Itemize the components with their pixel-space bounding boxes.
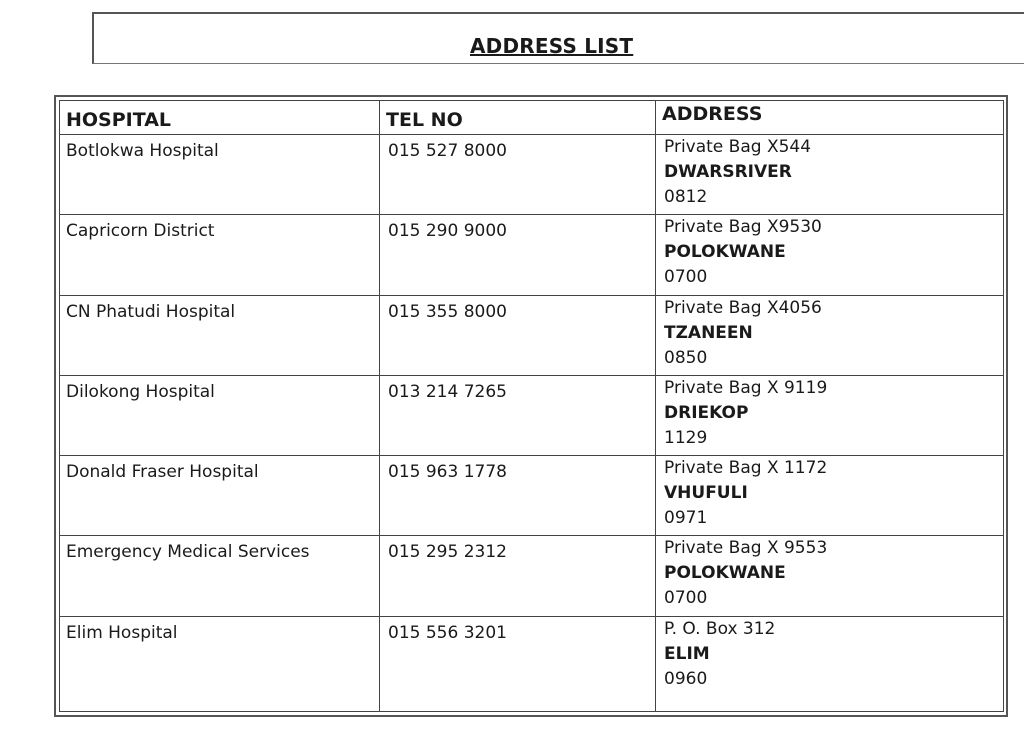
header-address: ADDRESS <box>656 101 1004 135</box>
address-cell <box>656 375 1004 455</box>
address-town: TZANEEN <box>664 322 753 343</box>
address-town: DRIEKOP <box>664 402 749 423</box>
hospital-name: Emergency Medical Services <box>60 536 380 616</box>
table-row <box>60 295 1004 375</box>
address-code: 0850 <box>664 347 708 368</box>
address-box: Private Bag X 1172 <box>664 458 828 478</box>
table-row <box>60 456 1004 536</box>
hospital-name: Capricorn District <box>60 215 380 295</box>
address-town: VHUFULI <box>664 483 748 503</box>
tel-number: 013 214 7265 <box>380 375 656 455</box>
address-box: Private Bag X9530 <box>664 217 822 238</box>
tel-number: 015 527 8000 <box>380 135 656 215</box>
address-town: ELIM <box>664 643 710 664</box>
address-box: Private Bag X544 <box>664 137 812 157</box>
address-code: 1129 <box>664 427 708 448</box>
address-cell <box>656 135 1004 215</box>
address-cell <box>656 215 1004 295</box>
address-code: 0971 <box>664 508 708 528</box>
address-table-frame <box>54 95 1008 717</box>
hospital-name: Elim Hospital <box>60 616 380 712</box>
address-box: Private Bag X4056 <box>664 297 822 318</box>
address-town: POLOKWANE <box>664 563 786 584</box>
table-header-row <box>60 101 1004 135</box>
address-cell <box>656 456 1004 536</box>
table-row <box>60 616 1004 712</box>
hospital-name: Botlokwa Hospital <box>60 135 380 215</box>
tel-number: 015 295 2312 <box>380 536 656 616</box>
table-row <box>60 375 1004 455</box>
address-cell <box>656 295 1004 375</box>
address-town: POLOKWANE <box>664 242 786 263</box>
tel-number: 015 556 3201 <box>380 616 656 712</box>
header-tel: TEL NO <box>380 101 656 135</box>
hospital-name: CN Phatudi Hospital <box>60 295 380 375</box>
address-cell <box>656 616 1004 712</box>
hospital-name: Donald Fraser Hospital <box>60 456 380 536</box>
header-hospital: HOSPITAL <box>60 101 380 135</box>
address-box: Private Bag X 9553 <box>664 538 828 559</box>
table-row <box>60 215 1004 295</box>
table-row <box>60 135 1004 215</box>
address-code: 0700 <box>664 588 708 609</box>
tel-number: 015 963 1778 <box>380 456 656 536</box>
address-box: P. O. Box 312 <box>664 618 776 639</box>
address-table <box>59 100 1004 712</box>
document-title: ADDRESS LIST <box>470 34 634 58</box>
address-box: Private Bag X 9119 <box>664 377 828 398</box>
address-town: DWARSRIVER <box>664 162 792 182</box>
address-code: 0960 <box>664 668 708 689</box>
table-row <box>60 536 1004 616</box>
tel-number: 015 290 9000 <box>380 215 656 295</box>
hospital-name: Dilokong Hospital <box>60 375 380 455</box>
address-code: 0812 <box>664 187 708 207</box>
address-cell <box>656 536 1004 616</box>
address-code: 0700 <box>664 267 708 288</box>
tel-number: 015 355 8000 <box>380 295 656 375</box>
